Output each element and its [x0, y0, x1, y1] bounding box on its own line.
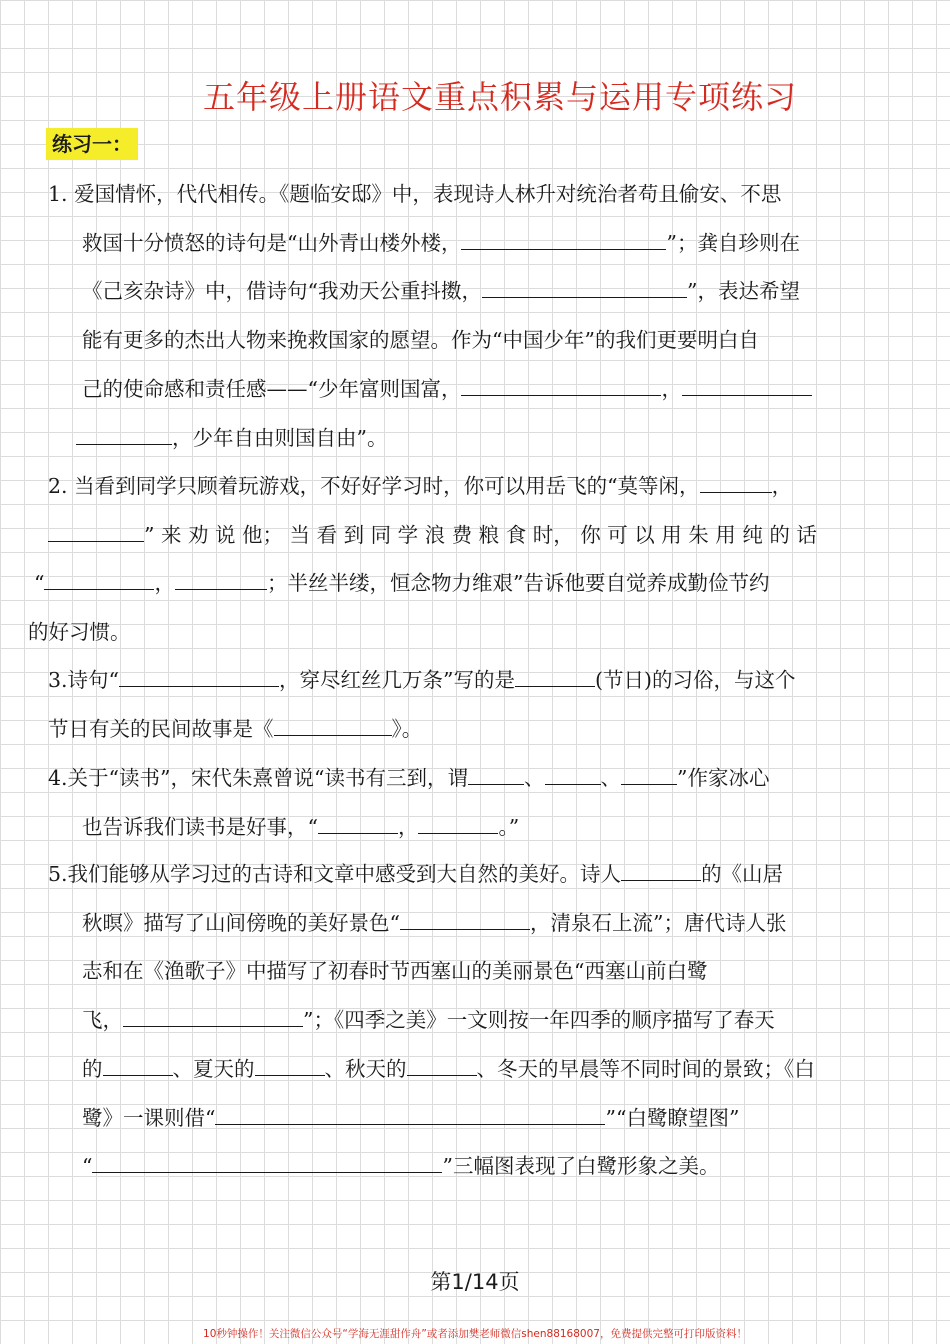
- blank[interactable]: [461, 229, 666, 250]
- question-3: [48, 656, 796, 753]
- q5-line-6: 鹭》一课则借“ ”“白鹭瞭望图”: [82, 1105, 740, 1130]
- blank[interactable]: [468, 764, 524, 785]
- question-4: [48, 754, 769, 851]
- q5-line-7: “ ”三幅图表现了白鹭形象之美。: [82, 1154, 720, 1179]
- blank[interactable]: [461, 375, 661, 396]
- blank[interactable]: [255, 1055, 325, 1076]
- blank[interactable]: [318, 813, 398, 834]
- q5-line-3: 志和在《渔歌子》中描写了初春时节西塞山的美丽景色“西塞山前白鹭: [82, 959, 708, 984]
- q2-line-4: 的好习惯。: [28, 620, 131, 645]
- q5-line-5: 的 、夏天的 、秋天的 、冬天的早晨等不同时间的景致；《白: [82, 1056, 815, 1081]
- question-1: [48, 170, 812, 462]
- q3-line-2: 节日有关的民间故事是《 》。: [48, 716, 423, 741]
- blank[interactable]: [515, 666, 595, 687]
- blank[interactable]: [175, 569, 267, 590]
- question-2: [28, 462, 817, 657]
- blank[interactable]: [700, 472, 772, 493]
- q2-line-3: “ ， ；半丝半缕，恒念物力维艰”告诉他要自觉养成勤俭节约: [34, 571, 770, 596]
- blank[interactable]: [48, 521, 144, 542]
- page-number: 第1/14页: [430, 1270, 520, 1294]
- question-5: [48, 850, 815, 1191]
- q1-line-2: 救国十分愤怒的诗句是“山外青山楼外楼， ”；龚自珍则在: [82, 230, 800, 255]
- blank[interactable]: [407, 1055, 477, 1076]
- blank[interactable]: [123, 1006, 303, 1027]
- q1-line-6: ，少年自由则国自由”。: [48, 414, 812, 463]
- blank[interactable]: [682, 375, 812, 396]
- q1-line-5: 己的使命感和责任感——“少年富则国富， ，: [48, 365, 812, 414]
- footer-note: 10秒钟操作！关注微信公众号“学海无涯甜作舟”或者添加樊老师微信shen88168007，免费提供完整可打印版资料！: [203, 1328, 747, 1340]
- q1-line-3: 《己亥杂诗》中，借诗句“我劝天公重抖擞， ”，表达希望: [82, 279, 800, 304]
- q1-line-4: 能有更多的杰出人物来挽救国家的愿望。作为“中国少年”的我们更要明白自: [82, 328, 759, 353]
- blank[interactable]: [482, 277, 687, 298]
- q2-line-1: 2. 当看到同学只顾着玩游戏，不好好学习时，你可以用岳飞的“莫等闲， ，: [48, 474, 793, 498]
- blank[interactable]: [119, 666, 279, 687]
- blank[interactable]: [400, 909, 530, 930]
- blank[interactable]: [418, 813, 498, 834]
- blank[interactable]: [545, 764, 601, 785]
- section-label: 练习一：: [46, 128, 138, 160]
- q2-line-2: ” 来 劝 说 他； 当 看 到 同 学 浪 费 粮 食 时， 你 可 以 用 朱 用 纯 的 话: [48, 511, 817, 560]
- blank[interactable]: [103, 1055, 173, 1076]
- q5-line-1: 5.我们能够从学习过的古诗和文章中感受到大自然的美好。诗人 的《山居: [48, 862, 784, 886]
- blank[interactable]: [621, 860, 701, 881]
- blank[interactable]: [621, 764, 677, 785]
- q5-line-2: 秋暝》描写了山间傍晚的美好景色“ ，清泉石上流”；唐代诗人张: [82, 910, 787, 935]
- blank[interactable]: [76, 424, 172, 445]
- blank[interactable]: [215, 1104, 605, 1125]
- blank[interactable]: [274, 715, 392, 736]
- q4-line-1: 4.关于“读书”，宋代朱熹曾说“读书有三到，谓 、 、 ”作家冰心: [48, 766, 770, 790]
- q1-line-1: 1. 爱国情怀，代代相传。《题临安邸》中，表现诗人林升对统治者苟且偷安、不思: [48, 182, 782, 206]
- q3-line-1: 3.诗句“ ，穿尽红丝几万条”写的是 (节日)的习俗，与这个: [48, 668, 796, 692]
- q5-line-4: 飞， ”；《四季之美》一文则按一年四季的顺序描写了春天: [82, 1008, 775, 1033]
- q4-line-2: 也告诉我们读书是好事，“ ， 。”: [82, 814, 520, 839]
- page-title: 五年级上册语文重点积累与运用专项练习: [202, 78, 797, 116]
- blank[interactable]: [92, 1152, 442, 1173]
- blank[interactable]: [44, 569, 154, 590]
